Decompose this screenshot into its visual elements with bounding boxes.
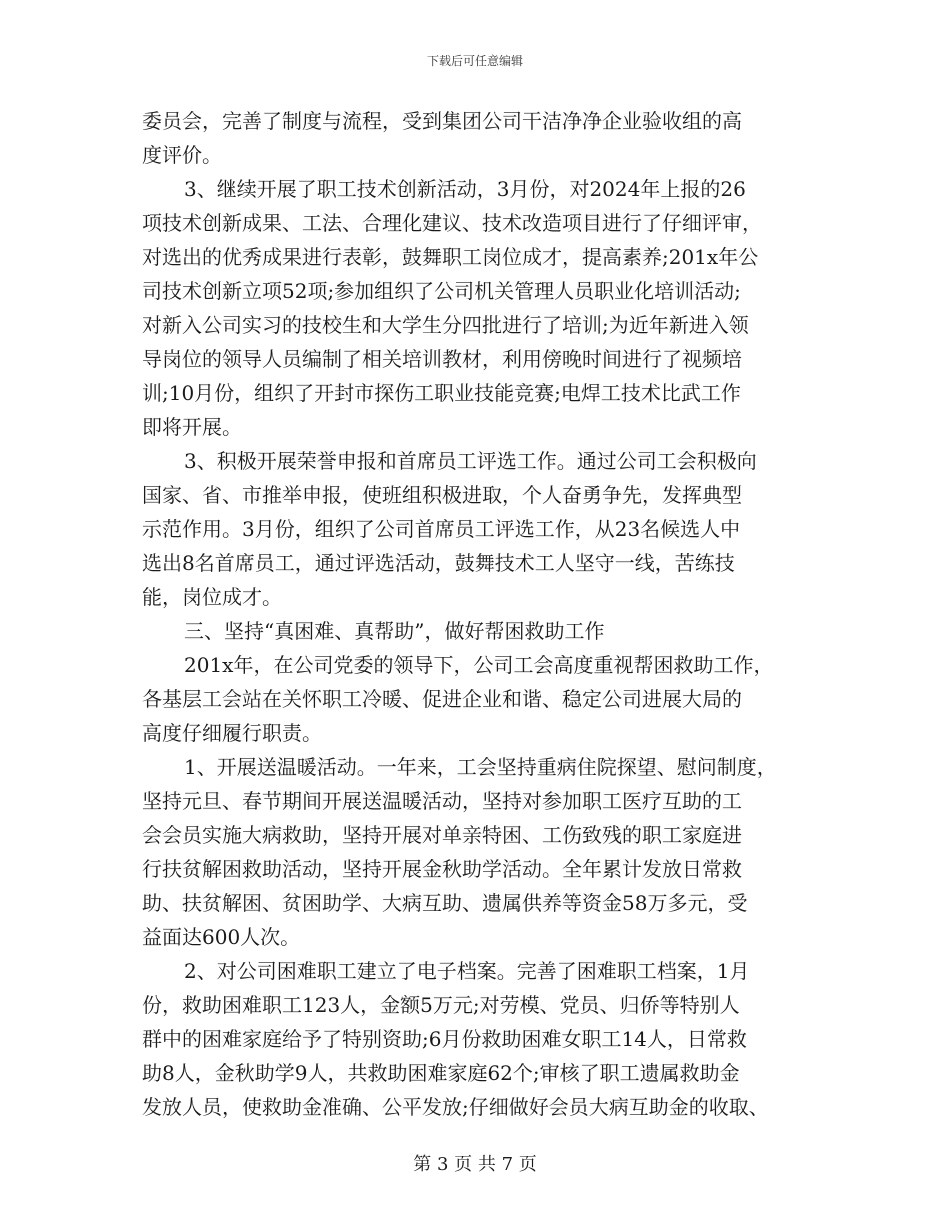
text-line: 坚持元旦、春节期间开展送温暖活动，坚持对参加职工医疗互助的工	[142, 789, 742, 813]
text-line: 选出8名首席员工，通过评选活动，鼓舞技术工人坚守一线，苦练技	[142, 551, 735, 575]
text-line: 高度仔细履行职责。	[142, 721, 322, 745]
text-line: 度评价。	[142, 143, 222, 167]
text-line: 助、扶贫解困、贫困助学、大病互助、遗属供养等资金58万多元，受	[142, 891, 748, 915]
text-line: 助8人，金秋助学9人，共救助困难家庭62个;审核了职工遗属救助金	[142, 1061, 740, 1085]
text-line: 项技术创新成果、工法、合理化建议、技术改造项目进行了仔细评审，	[142, 211, 762, 235]
text-line: 份，救助困难职工123人，金额5万元;对劳模、党员、归侨等特别人	[142, 993, 740, 1017]
text-line: 三、坚持“真困难、真帮助”，做好帮困救助工作	[184, 619, 605, 643]
body-text	[142, 104, 820, 1124]
text-line: 201x年，在公司党委的领导下，公司工会高度重视帮困救助工作，	[184, 653, 774, 677]
text-line: 示范作用。3月份，组织了公司首席员工评选工作，从23名候选人中	[142, 517, 741, 541]
page-header: 下载后可任意编辑	[426, 54, 523, 68]
text-line: 益面达600人次。	[142, 925, 301, 949]
text-line: 对新入公司实习的技校生和大学生分四批进行了培训;为近年新进入领	[142, 313, 749, 337]
text-line: 即将开展。	[142, 415, 242, 439]
text-line: 1、开展送温暖活动。一年来，工会坚持重病住院探望、慰问制度，	[184, 755, 777, 779]
text-line: 导岗位的领导人员编制了相关培训教材，利用傍晚时间进行了视频培	[142, 347, 742, 371]
text-line: 发放人员，使救助金准确、公平发放;仔细做好会员大病互助金的收取、	[142, 1095, 769, 1119]
text-line: 训;10月份，组织了开封市探伤工职业技能竞赛;电焊工技术比武工作	[142, 381, 741, 405]
text-line: 司技术创新立项52项;参加组织了公司机关管理人员职业化培训活动;	[142, 279, 741, 303]
text-line: 国家、省、市推举申报，使班组积极进取，个人奋勇争先，发挥典型	[142, 483, 742, 507]
text-line: 对选出的优秀成果进行表彰，鼓舞职工岗位成才，提高素养;201x年公	[142, 245, 759, 269]
text-line: 3、继续开展了职工技术创新活动，3月份，对2024年上报的26	[184, 177, 746, 201]
page-footer: 第 3 页 共 7 页	[413, 1154, 537, 1175]
text-line: 委员会，完善了制度与流程，受到集团公司干洁净净企业验收组的高	[142, 109, 742, 133]
text-line: 2、对公司困难职工建立了电子档案。完善了困难职工档案，1月	[184, 959, 750, 983]
text-line: 群中的困难家庭给予了特别资助;6月份救助困难女职工14人，日常救	[142, 1027, 747, 1051]
text-line: 3、积极开展荣誉申报和首席员工评选工作。通过公司工会积极向	[184, 449, 757, 473]
text-line: 行扶贫解困救助活动，坚持开展金秋助学活动。全年累计发放日常救	[142, 857, 742, 881]
text-line: 各基层工会站在关怀职工冷暖、促进企业和谐、稳定公司进展大局的	[142, 687, 742, 711]
text-line: 能，岗位成才。	[142, 585, 282, 609]
text-line: 会会员实施大病救助，坚持开展对单亲特困、工伤致残的职工家庭进	[142, 823, 742, 847]
